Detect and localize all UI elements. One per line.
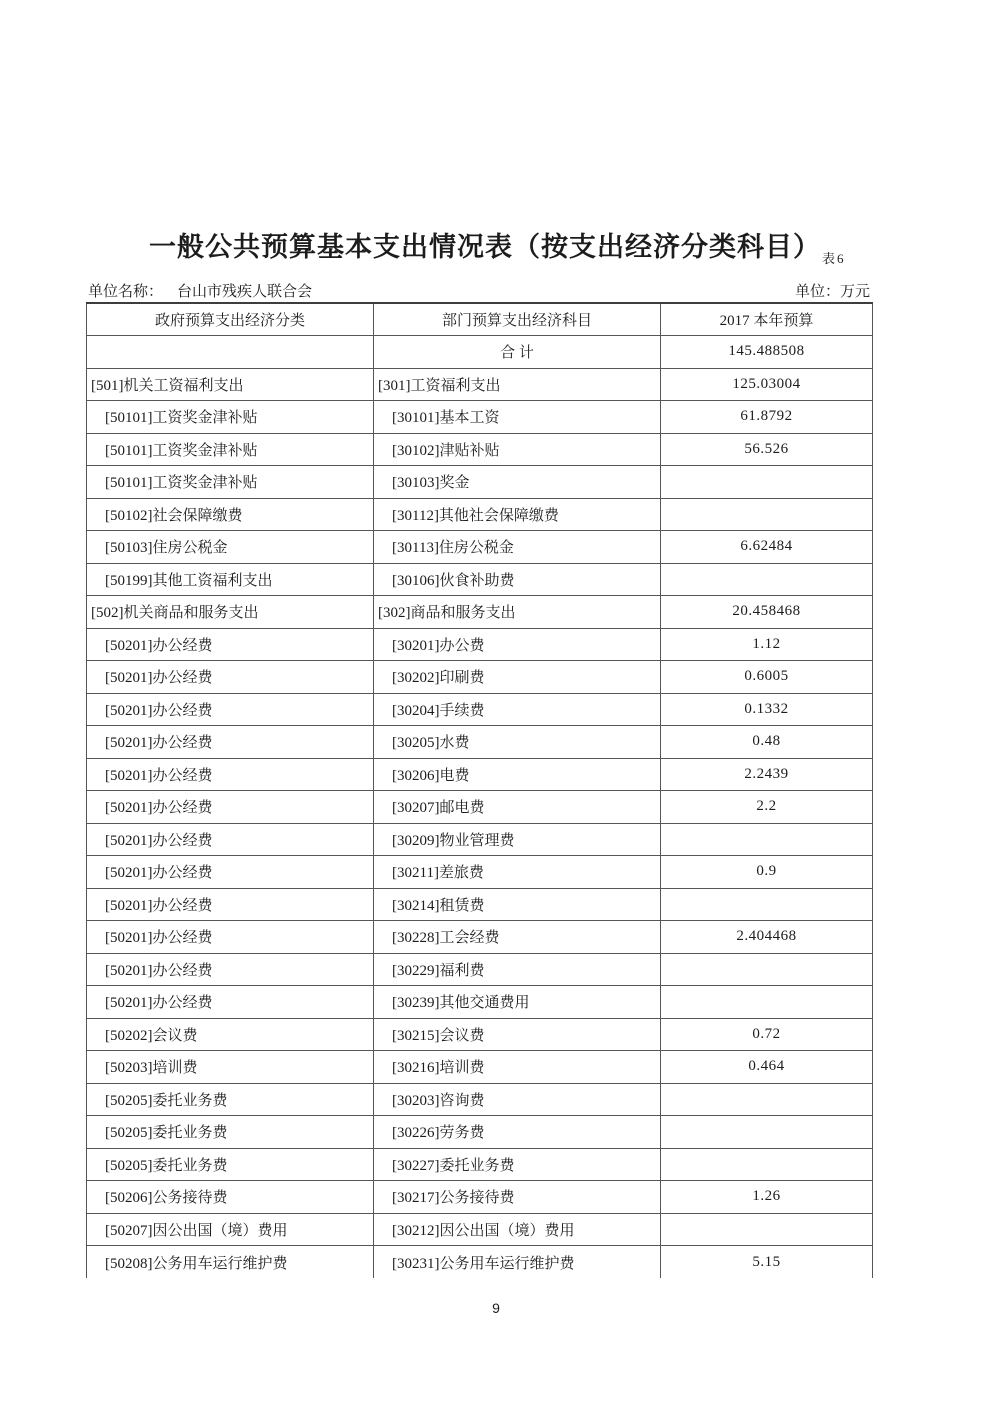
unit-name-label: 单位名称：: [88, 284, 164, 300]
table-row: [87, 433, 873, 466]
table-row: [87, 531, 873, 564]
amount-cell: 2.404468: [661, 921, 873, 954]
table-row: [87, 498, 873, 531]
amount-cell: 2.2: [661, 791, 873, 824]
header-dept-category: 部门预算支出经济科目: [374, 303, 661, 336]
gov-category-cell: [50199]其他工资福利支出: [87, 563, 374, 596]
table-row: [87, 1246, 873, 1279]
table-row: [87, 628, 873, 661]
gov-category-cell: [50201]办公经费: [87, 693, 374, 726]
gov-category-cell: [50206]公务接待费: [87, 1181, 374, 1214]
dept-category-cell: [30229]福利费: [374, 953, 661, 986]
table-row: [87, 466, 873, 499]
gov-category-cell: [87, 336, 374, 369]
amount-cell: [661, 986, 873, 1019]
gov-category-cell: [50201]办公经费: [87, 921, 374, 954]
amount-cell: [661, 888, 873, 921]
table-row: [87, 921, 873, 954]
gov-category-cell: [50201]办公经费: [87, 856, 374, 889]
dept-category-cell: [30214]租赁费: [374, 888, 661, 921]
table-row: [87, 1051, 873, 1084]
gov-category-cell: [50201]办公经费: [87, 628, 374, 661]
unit-name-value: 台山市残疾人联合会: [177, 284, 313, 300]
dept-category-cell: [30102]津贴补贴: [374, 433, 661, 466]
dept-category-cell: [30106]伙食补助费: [374, 563, 661, 596]
gov-category-cell: [50201]办公经费: [87, 823, 374, 856]
gov-category-cell: [50101]工资奖金津补贴: [87, 401, 374, 434]
gov-category-cell: [50103]住房公税金: [87, 531, 374, 564]
dept-category-cell: [302]商品和服务支出: [374, 596, 661, 629]
gov-category-cell: [501]机关工资福利支出: [87, 368, 374, 401]
dept-category-cell: [30207]邮电费: [374, 791, 661, 824]
page-number: 9: [492, 1300, 500, 1316]
dept-category-cell: [30209]物业管理费: [374, 823, 661, 856]
dept-category-cell: [30216]培训费: [374, 1051, 661, 1084]
table-row: [87, 1083, 873, 1116]
budget-table-body: [87, 336, 873, 1279]
dept-category-cell: [30204]手续费: [374, 693, 661, 726]
gov-category-cell: [50201]办公经费: [87, 791, 374, 824]
gov-category-cell: [50201]办公经费: [87, 661, 374, 694]
gov-category-cell: [50205]委托业务费: [87, 1148, 374, 1181]
table-row: [87, 953, 873, 986]
table-row: [87, 1213, 873, 1246]
amount-cell: [661, 498, 873, 531]
table-row: [87, 336, 873, 369]
table-row: [87, 401, 873, 434]
gov-category-cell: [50208]公务用车运行维护费: [87, 1246, 374, 1279]
table-header-row: [87, 303, 873, 336]
dept-category-cell: [30231]公务用车运行维护费: [374, 1246, 661, 1279]
gov-category-cell: [50203]培训费: [87, 1051, 374, 1084]
dept-category-cell: [30203]咨询费: [374, 1083, 661, 1116]
amount-cell: 56.526: [661, 433, 873, 466]
amount-cell: 0.1332: [661, 693, 873, 726]
unit-name-group: [88, 280, 312, 301]
dept-category-cell: [30202]印刷费: [374, 661, 661, 694]
table-row: [87, 758, 873, 791]
gov-category-cell: [502]机关商品和服务支出: [87, 596, 374, 629]
dept-category-cell: [30201]办公费: [374, 628, 661, 661]
amount-cell: 61.8792: [661, 401, 873, 434]
amount-cell: [661, 1148, 873, 1181]
header-gov-category: 政府预算支出经济分类: [87, 303, 374, 336]
gov-category-cell: [50205]委托业务费: [87, 1116, 374, 1149]
dept-category-cell: [30112]其他社会保障缴费: [374, 498, 661, 531]
amount-cell: 125.03004: [661, 368, 873, 401]
amount-cell: 1.26: [661, 1181, 873, 1214]
table-row: [87, 1148, 873, 1181]
table-row: [87, 596, 873, 629]
dept-category-cell: [30215]会议费: [374, 1018, 661, 1051]
table-number-tag: 表6: [822, 251, 846, 266]
dept-category-cell: [30113]住房公税金: [374, 531, 661, 564]
currency-unit-label: 单位：万元: [794, 284, 870, 300]
amount-cell: 145.488508: [661, 336, 873, 369]
gov-category-cell: [50201]办公经费: [87, 953, 374, 986]
gov-category-cell: [50101]工资奖金津补贴: [87, 466, 374, 499]
dept-category-cell: [30205]水费: [374, 726, 661, 759]
table-row: [87, 888, 873, 921]
dept-category-cell: [30226]劳务费: [374, 1116, 661, 1149]
header-budget-2017: 2017 本年预算: [661, 303, 873, 336]
amount-cell: [661, 563, 873, 596]
gov-category-cell: [50201]办公经费: [87, 888, 374, 921]
amount-cell: [661, 1116, 873, 1149]
table-row: [87, 1018, 873, 1051]
gov-category-cell: [50102]社会保障缴费: [87, 498, 374, 531]
dept-category-cell: [30239]其他交通费用: [374, 986, 661, 1019]
amount-cell: 0.9: [661, 856, 873, 889]
table-row: [87, 823, 873, 856]
table-row: [87, 661, 873, 694]
dept-category-cell: [30228]工会经费: [374, 921, 661, 954]
amount-cell: [661, 1083, 873, 1116]
budget-table: [86, 302, 873, 1278]
gov-category-cell: [50201]办公经费: [87, 726, 374, 759]
gov-category-cell: [50201]办公经费: [87, 758, 374, 791]
dept-category-cell: [30212]因公出国（境）费用: [374, 1213, 661, 1246]
dept-category-cell: [30217]公务接待费: [374, 1181, 661, 1214]
amount-cell: [661, 1213, 873, 1246]
table-row: [87, 1116, 873, 1149]
dept-category-cell: [301]工资福利支出: [374, 368, 661, 401]
table-row: [87, 368, 873, 401]
amount-cell: [661, 466, 873, 499]
gov-category-cell: [50101]工资奖金津补贴: [87, 433, 374, 466]
dept-category-cell: [30101]基本工资: [374, 401, 661, 434]
meta-row: [88, 280, 870, 301]
gov-category-cell: [50201]办公经费: [87, 986, 374, 1019]
table-row: [87, 726, 873, 759]
table-row: [87, 563, 873, 596]
amount-cell: [661, 823, 873, 856]
gov-category-cell: [50202]会议费: [87, 1018, 374, 1051]
amount-cell: [661, 953, 873, 986]
amount-cell: 1.12: [661, 628, 873, 661]
gov-category-cell: [50205]委托业务费: [87, 1083, 374, 1116]
page-title: 一般公共预算基本支出情况表（按支出经济分类科目）: [149, 232, 821, 262]
dept-category-cell: [30227]委托业务费: [374, 1148, 661, 1181]
amount-cell: 6.62484: [661, 531, 873, 564]
table-row: [87, 693, 873, 726]
amount-cell: 0.72: [661, 1018, 873, 1051]
amount-cell: 2.2439: [661, 758, 873, 791]
table-row: [87, 856, 873, 889]
amount-cell: 5.15: [661, 1246, 873, 1279]
amount-cell: 0.48: [661, 726, 873, 759]
dept-category-cell: [30206]电费: [374, 758, 661, 791]
dept-category-cell: [30103]奖金: [374, 466, 661, 499]
gov-category-cell: [50207]因公出国（境）费用: [87, 1213, 374, 1246]
dept-category-cell: 合 计: [374, 336, 661, 369]
table-row: [87, 1181, 873, 1214]
table-row: [87, 986, 873, 1019]
dept-category-cell: [30211]差旅费: [374, 856, 661, 889]
table-row: [87, 791, 873, 824]
amount-cell: 0.6005: [661, 661, 873, 694]
amount-cell: 0.464: [661, 1051, 873, 1084]
amount-cell: 20.458468: [661, 596, 873, 629]
